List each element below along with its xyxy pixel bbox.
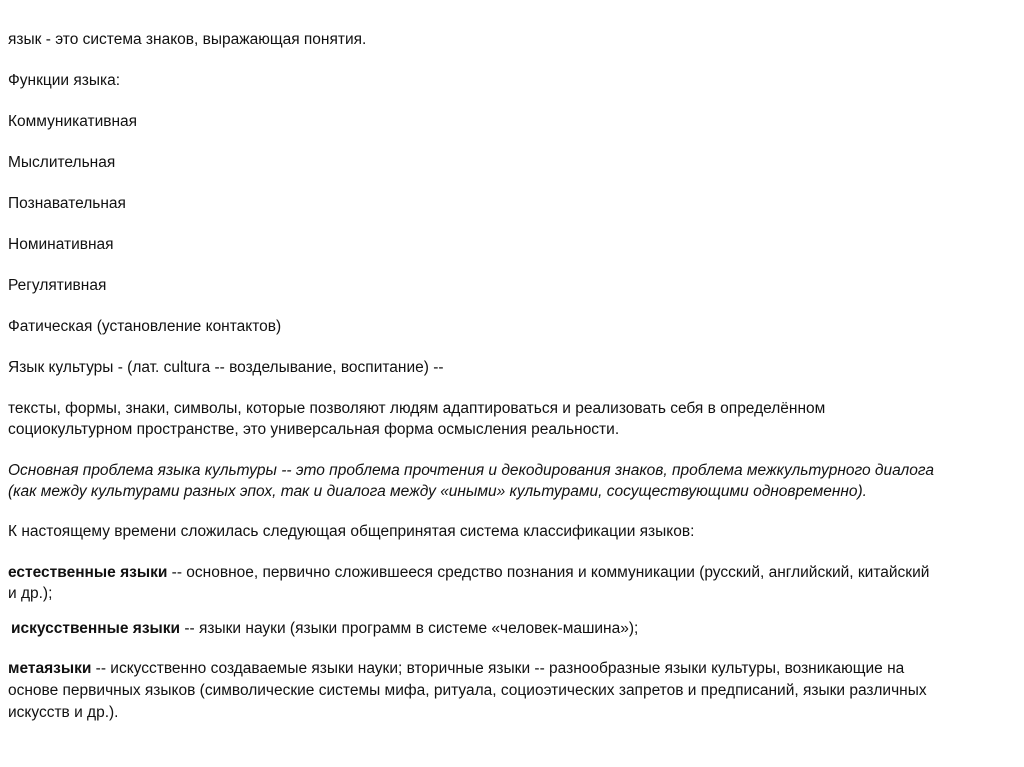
natural-languages-desc: -- основное, первично сложившееся средство познания и коммуникации (русский, английский, китайский	[167, 564, 930, 581]
metalanguages-desc: -- искусственно создаваемые языки науки; вторичные языки -- разнообразные языки культуры, возникающие на	[91, 660, 905, 677]
metalanguages-line	[8, 658, 904, 679]
metalanguages-desc-cont: основе первичных языков (символические системы мифа, ритуала, социоэтических запретов и предписаний, языки различных	[8, 682, 927, 699]
artificial-languages-line	[11, 618, 638, 639]
natural-languages-desc-cont: и др.);	[8, 585, 53, 602]
natural-languages-term: естественные языки	[8, 564, 168, 581]
culture-title: Язык культуры - (лат. cultura -- возделывание, воспитание) --	[8, 359, 444, 376]
artificial-languages-term: искусственные языки	[11, 620, 181, 637]
function-item: Мыслительная	[8, 154, 116, 171]
culture-body-line: социокультурном пространстве, это универсальная форма осмысления реальности.	[8, 421, 620, 438]
function-item: Регулятивная	[8, 277, 107, 294]
function-item: Коммуникативная	[8, 113, 138, 130]
culture-problem-line: (как между культурами разных эпох, так и диалога между «иными» культурами, сосуществующими одновременно).	[8, 483, 867, 500]
function-item: Номинативная	[8, 236, 114, 253]
artificial-languages-desc: -- языки науки (языки программ в системе «человек-машина»);	[180, 620, 639, 637]
language-definition: язык - это система знаков, выражающая понятия.	[8, 31, 367, 48]
functions-heading: Функции языка:	[8, 72, 121, 89]
natural-languages-line	[8, 562, 929, 583]
classification-intro: К настоящему времени сложилась следующая общепринятая система классификации языков:	[8, 523, 695, 540]
culture-body-line: тексты, формы, знаки, символы, которые позволяют людям адаптироваться и реализовать себя в определённом	[8, 400, 826, 417]
metalanguages-desc-cont: искусств и др.).	[8, 704, 119, 721]
culture-problem-line: Основная проблема языка культуры -- это проблема прочтения и декодирования знаков, проблема межкультурного диалога	[8, 462, 934, 479]
function-item: Познавательная	[8, 195, 126, 212]
function-item: Фатическая (установление контактов)	[8, 318, 282, 335]
metalanguages-term: метаязыки	[8, 660, 92, 677]
